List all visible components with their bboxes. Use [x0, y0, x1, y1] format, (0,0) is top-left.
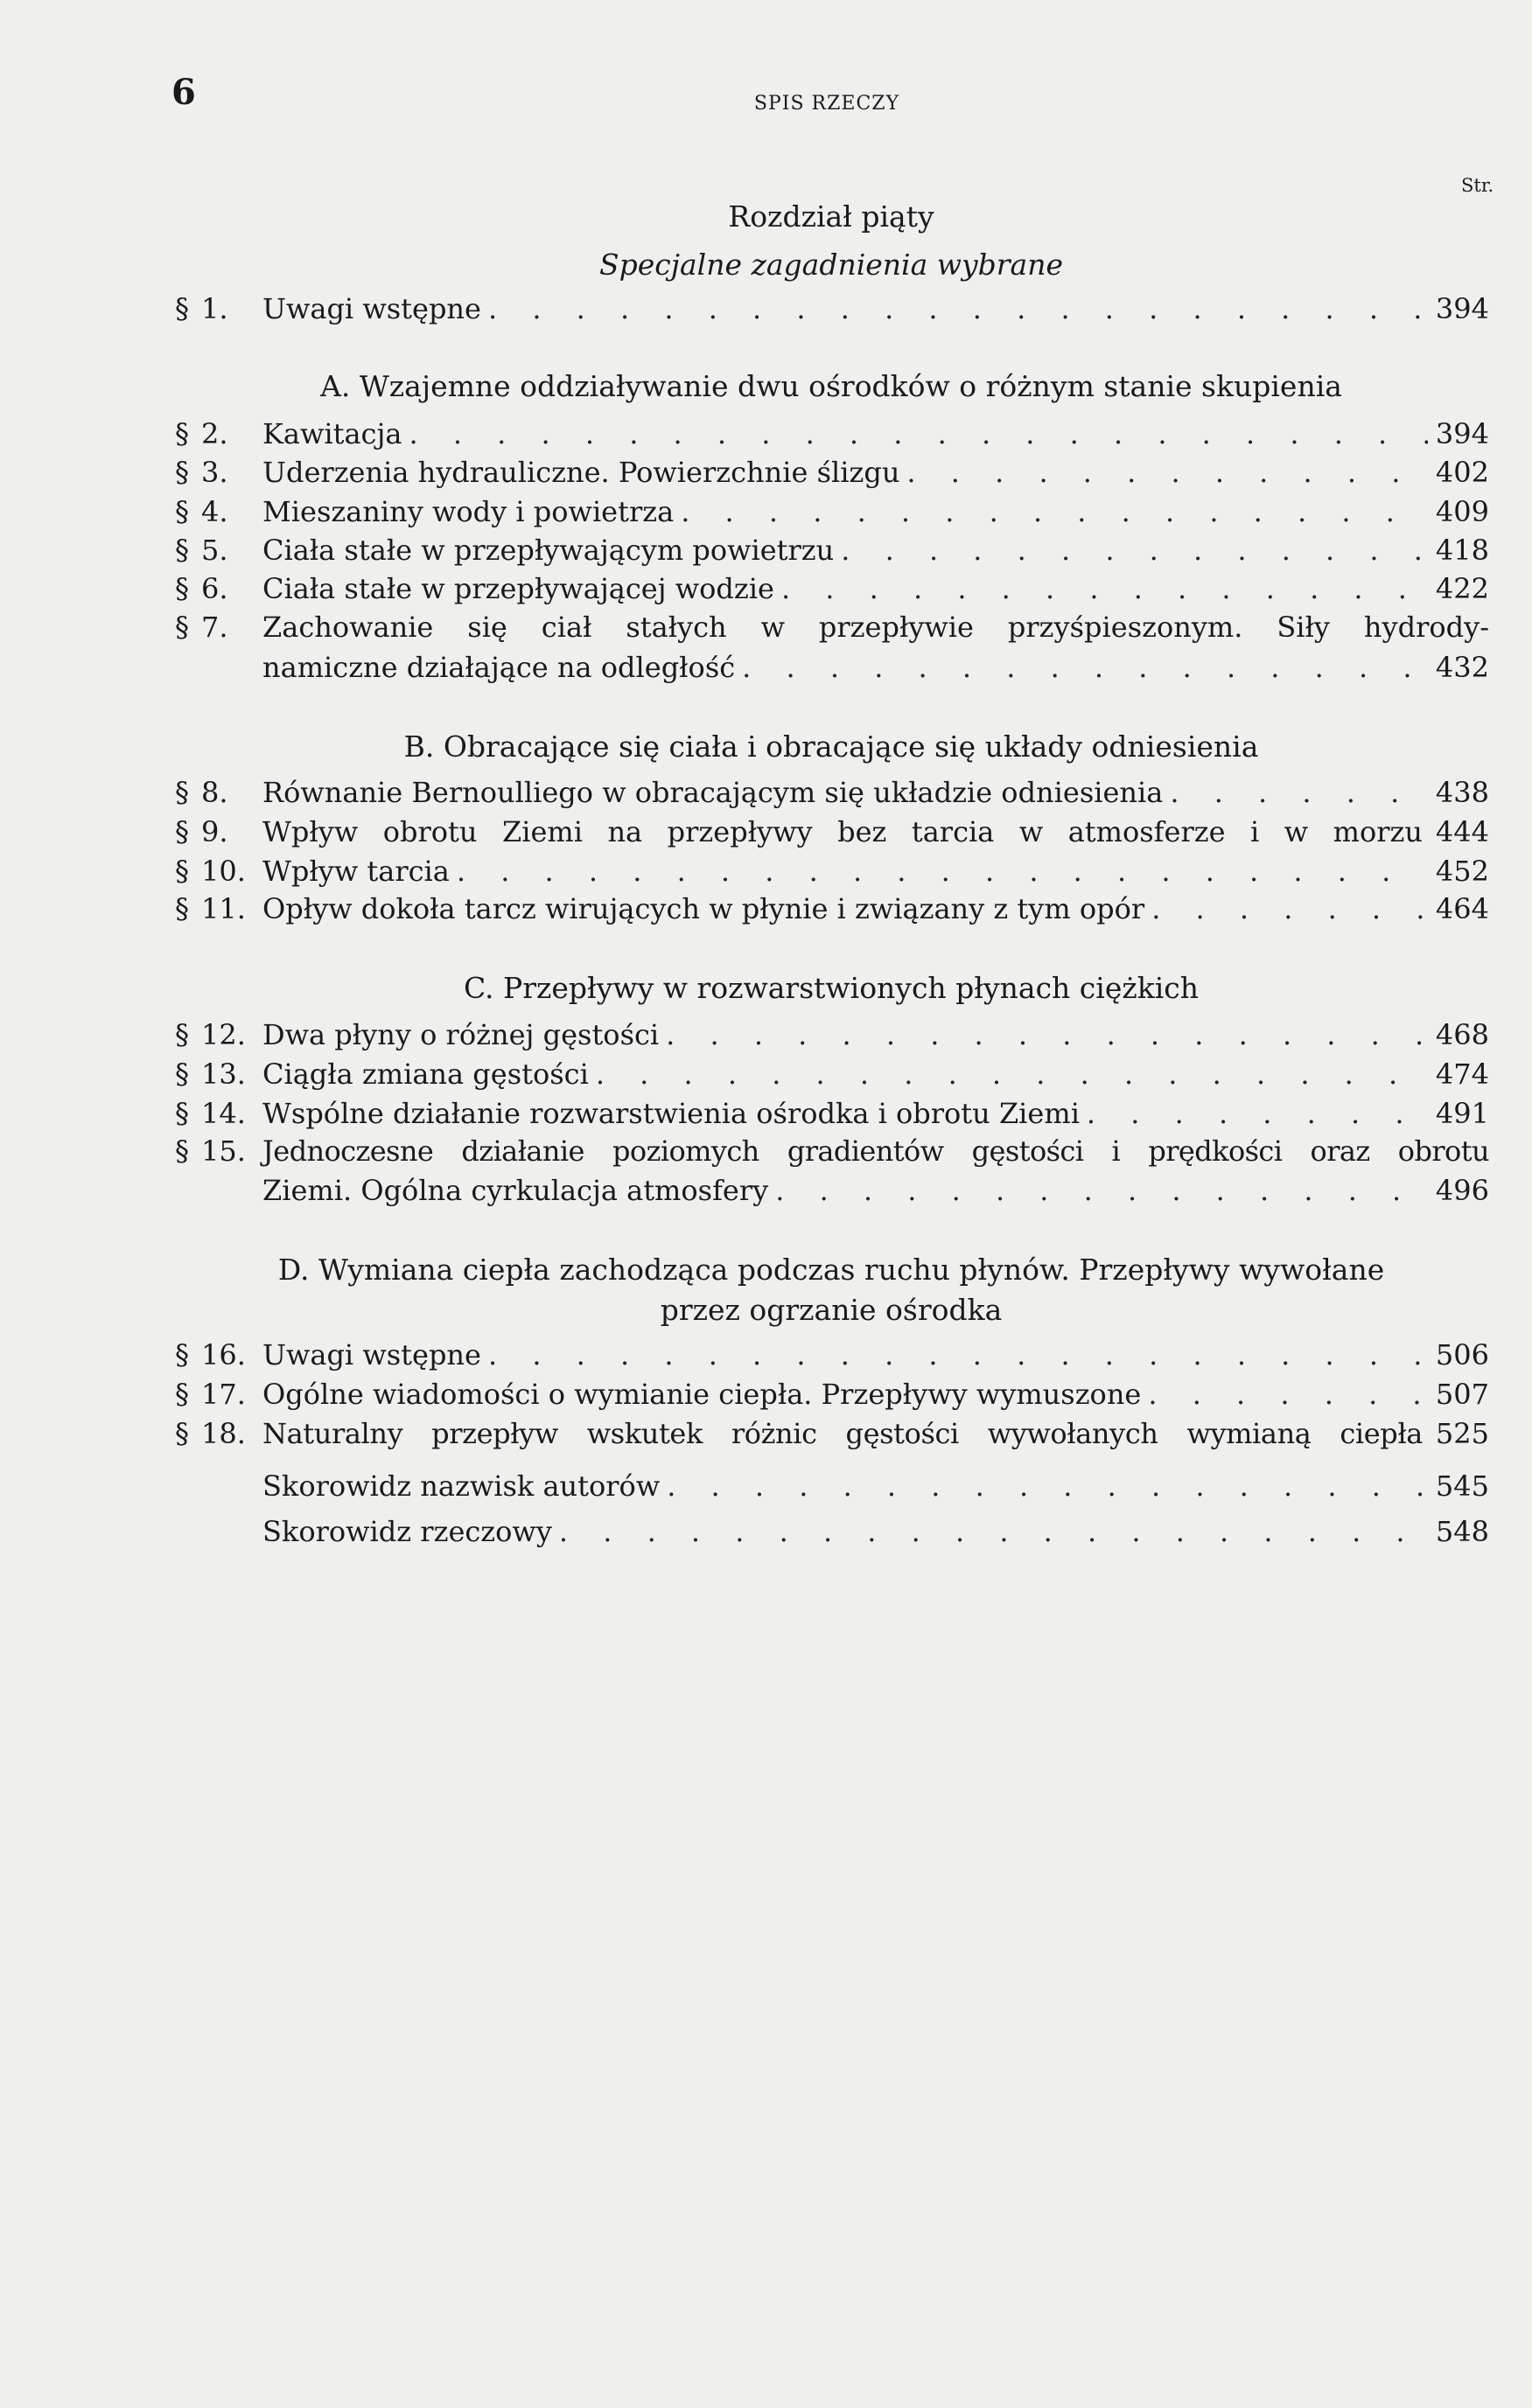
dot-leader	[596, 1057, 1428, 1091]
entry-title: Ogólne wiadomości o wymianie ciepła. Przepływy wymuszone	[262, 1378, 1142, 1411]
dot-leader	[1170, 776, 1428, 809]
section-sign: §	[175, 1018, 189, 1051]
toc-entry[interactable]	[175, 855, 1489, 893]
dot-leader	[742, 651, 1428, 684]
entry-page: 444	[1435, 815, 1489, 848]
dot-leader	[667, 1469, 1428, 1503]
dot-leader	[559, 1515, 1428, 1548]
section-sign: §	[175, 611, 189, 644]
dot-leader	[906, 456, 1428, 489]
section-heading-a: A. Wzajemne oddziaływanie dwu ośrodków o różnym stanie skupienia	[320, 369, 1342, 403]
entry-number: 11.	[201, 892, 246, 925]
entry-number: 4.	[201, 495, 228, 528]
entry-page: 438	[1435, 776, 1489, 809]
section-sign: §	[175, 815, 189, 848]
section-sign: §	[175, 1097, 189, 1130]
entry-title: Mieszaniny wody i powietrza	[262, 495, 675, 528]
section-heading-b: B. Obracające się ciała i obracające się układy odniesienia	[403, 729, 1259, 764]
section-sign: §	[175, 1378, 189, 1411]
section-heading-d: D. Wymiana ciepła zachodząca podczas ruchu płynów. Przepływy wywołane	[277, 1253, 1385, 1287]
entry-page: 491	[1435, 1097, 1489, 1130]
entry-title: Ciała stałe w przepływającym powietrzu	[262, 534, 835, 567]
toc-entry[interactable]	[175, 572, 1489, 611]
section-sign: §	[175, 1134, 189, 1168]
entry-number: 14.	[201, 1097, 246, 1130]
entry-page: 496	[1435, 1174, 1489, 1207]
chapter-subtitle: Specjalne zagadnienia wybrane	[598, 248, 1063, 282]
index-title: Skorowidz rzeczowy	[262, 1515, 552, 1548]
dot-leader	[666, 1018, 1428, 1051]
section-sign: §	[175, 534, 189, 567]
index-entry[interactable]	[175, 1469, 1489, 1508]
entry-page: 418	[1435, 534, 1489, 567]
entry-number: 18.	[201, 1417, 246, 1450]
index-title: Skorowidz nazwisk autorów	[262, 1469, 661, 1503]
section-sign: §	[175, 572, 189, 605]
entry-title: Dwa płyny o różnej gęstości	[262, 1018, 660, 1051]
page-number: 6	[171, 72, 196, 113]
dot-leader	[841, 534, 1428, 567]
entry-title-continuation: namiczne działające na odległość	[262, 651, 736, 684]
entry-title: Uwagi wstępne	[262, 292, 481, 325]
section-sign: §	[175, 292, 189, 325]
dot-leader	[681, 495, 1428, 528]
section-sign: §	[175, 417, 189, 450]
toc-entry[interactable]	[175, 776, 1489, 814]
entry-number: 5.	[201, 534, 228, 567]
entry-title: Ciągła zmiana gęstości	[262, 1057, 589, 1091]
toc-entry[interactable]	[175, 1417, 1489, 1455]
entry-page: 432	[1435, 651, 1489, 684]
section-sign: §	[175, 1057, 189, 1091]
entry-number: 8.	[201, 776, 228, 809]
entry-number: 17.	[201, 1378, 246, 1411]
toc-entry[interactable]	[175, 495, 1489, 534]
toc-entry[interactable]	[175, 815, 1489, 854]
entry-title: Równanie Bernoulliego w obracającym się układzie odniesienia	[262, 776, 1164, 809]
entry-number: 1.	[201, 292, 228, 325]
running-head: SPIS RZECZY	[753, 93, 900, 115]
entry-page: 464	[1435, 892, 1489, 925]
dot-leader	[775, 1174, 1428, 1207]
section-sign: §	[175, 855, 189, 888]
entry-title: Jednoczesne działanie poziomych gradientów gęstości i prędkości oraz obrotu	[262, 1134, 1489, 1168]
entry-number: 3.	[201, 456, 228, 489]
section-sign: §	[175, 495, 189, 528]
section-sign: §	[175, 1417, 189, 1450]
dot-leader	[1087, 1097, 1428, 1130]
entry-title: Wspólne działanie rozwarstwienia ośrodka i obrotu Ziemi	[262, 1097, 1080, 1130]
toc-entry[interactable]	[175, 456, 1489, 494]
entry-title: Ciała stałe w przepływającej wodzie	[262, 572, 774, 605]
index-entry[interactable]	[175, 1515, 1489, 1553]
page-column-label: Str.	[1461, 175, 1494, 196]
entry-number: 15.	[201, 1134, 246, 1168]
dot-leader	[409, 417, 1428, 450]
toc-entry[interactable]	[175, 1338, 1489, 1377]
section-sign: §	[175, 456, 189, 489]
entry-page: 422	[1435, 572, 1489, 605]
toc-entry[interactable]	[175, 1057, 1489, 1096]
entry-number: 7.	[201, 611, 228, 644]
dot-leader	[488, 1338, 1428, 1372]
toc-entry[interactable]	[175, 1378, 1489, 1416]
entry-number: 6.	[201, 572, 228, 605]
toc-entry[interactable]	[175, 611, 1489, 649]
entry-page: 507	[1435, 1378, 1489, 1411]
entry-number: 13.	[201, 1057, 246, 1091]
chapter-title: Rozdział piąty	[728, 199, 934, 234]
toc-entry[interactable]	[175, 1018, 1489, 1057]
section-heading-d-continuation: przez ogrzanie ośrodka	[660, 1293, 1003, 1327]
entry-page: 506	[1435, 1338, 1489, 1372]
entry-title: Kawitacja	[262, 417, 402, 450]
entry-number: 9.	[201, 815, 228, 848]
entry-title: Wpływ obrotu Ziemi na przepływy bez tarcia w atmosferze i w morzu	[262, 815, 1423, 848]
toc-entry[interactable]	[175, 1097, 1489, 1135]
section-sign: §	[175, 776, 189, 809]
section-heading-c: C. Przepływy w rozwarstwionych płynach ciężkich	[463, 971, 1200, 1005]
entry-page: 394	[1435, 417, 1489, 450]
toc-entry[interactable]	[175, 1134, 1489, 1173]
entry-number: 16.	[201, 1338, 246, 1372]
index-page: 545	[1435, 1469, 1489, 1503]
entry-page: 452	[1435, 855, 1489, 888]
section-sign: §	[175, 892, 189, 925]
toc-entry[interactable]	[175, 417, 1489, 456]
entry-page: 409	[1435, 495, 1489, 528]
entry-page: 474	[1435, 1057, 1489, 1091]
entry-number: 12.	[201, 1018, 246, 1051]
entry-page: 525	[1435, 1417, 1489, 1450]
entry-title: Uwagi wstępne	[262, 1338, 481, 1372]
entry-page: 402	[1435, 456, 1489, 489]
entry-title-continuation: Ziemi. Ogólna cyrkulacja atmosfery	[262, 1174, 769, 1207]
entry-title: Uderzenia hydrauliczne. Powierzchnie ślizgu	[262, 456, 900, 489]
dot-leader	[781, 572, 1428, 605]
entry-page: 468	[1435, 1018, 1489, 1051]
index-page: 548	[1435, 1515, 1489, 1548]
entry-title: Wpływ tarcia	[262, 855, 450, 888]
toc-entry[interactable]	[175, 534, 1489, 572]
dot-leader	[1148, 1378, 1428, 1411]
section-sign: §	[175, 1338, 189, 1372]
toc-entry[interactable]	[175, 892, 1489, 931]
dot-leader	[457, 855, 1428, 888]
entry-number: 10.	[201, 855, 246, 888]
entry-title: Naturalny przepływ wskutek różnic gęstości wywołanych wymianą ciepła	[262, 1417, 1423, 1450]
entry-title: Opływ dokoła tarcz wirujących w płynie i związany z tym opór	[262, 892, 1145, 925]
entry-page: 394	[1435, 292, 1489, 325]
toc-entry-continuation[interactable]	[175, 1174, 1489, 1212]
dot-leader	[1151, 892, 1428, 925]
dot-leader	[488, 292, 1428, 325]
toc-entry[interactable]	[175, 292, 1489, 331]
toc-entry-continuation[interactable]	[175, 651, 1489, 689]
entry-title: Zachowanie się ciał stałych w przepływie przyśpieszonym. Siły hydrody-	[262, 611, 1489, 644]
entry-number: 2.	[201, 417, 228, 450]
